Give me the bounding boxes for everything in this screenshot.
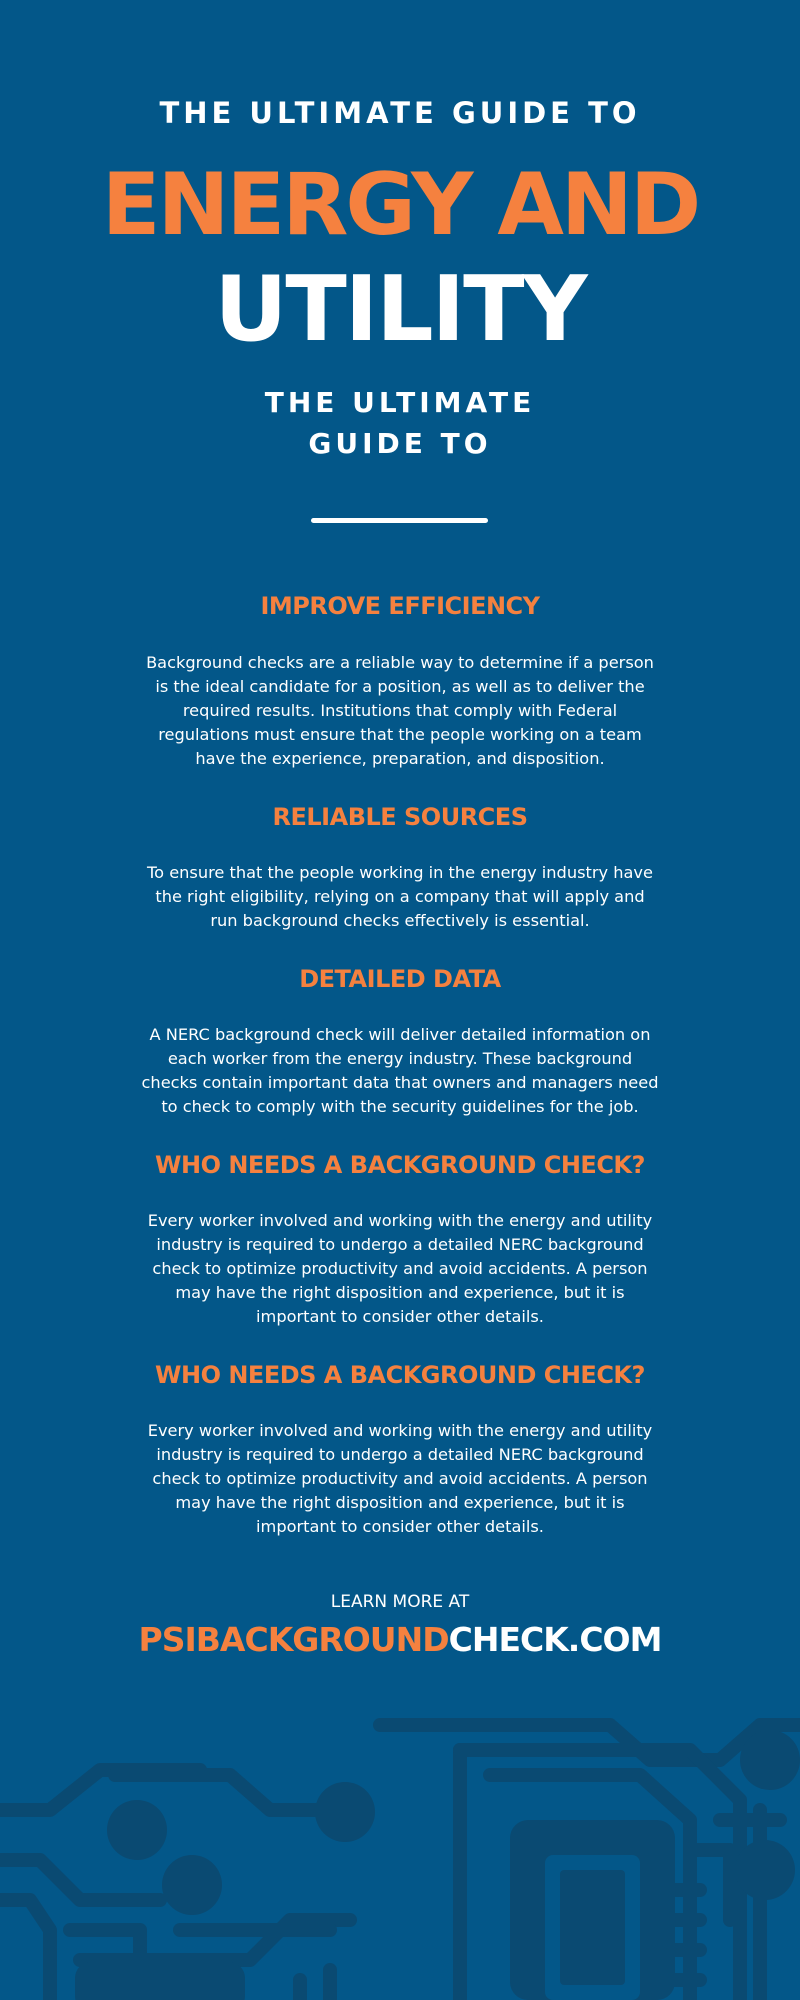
header-kicker: THE ULTIMATE GUIDE TO bbox=[159, 96, 641, 130]
section-heading-who-needs-check-2: WHO NEEDS A BACKGROUND CHECK? bbox=[155, 1361, 645, 1389]
learn-more-label: LEARN MORE AT bbox=[330, 1592, 470, 1612]
header-divider bbox=[311, 518, 488, 523]
domain-part-orange: PSIBACKGROUND bbox=[138, 1620, 449, 1659]
subtitle-line-1: THE ULTIMATE bbox=[264, 386, 536, 419]
section-heading-detailed-data: DETAILED DATA bbox=[299, 965, 501, 993]
section-heading-who-needs-check-1: WHO NEEDS A BACKGROUND CHECK? bbox=[155, 1151, 645, 1179]
subtitle bbox=[0, 382, 800, 464]
subtitle-line-2: GUIDE TO bbox=[308, 427, 492, 460]
section-body-reliable-sources: To ensure that the people working in the energy industry have the right eligibility, relying on a company that will apply and run background checks effectively is essential. bbox=[147, 863, 653, 930]
section-body-improve-efficiency: Background checks are a reliable way to determine if a person is the ideal candidate for a position, as well as to deliver the required results. Institutions that comply with Federal regulations must ensure that the people working on a team have the experience, preparation, and disposition. bbox=[146, 653, 654, 768]
circuit-board-illustration bbox=[0, 1700, 800, 2000]
domain-part-white: CHECK.COM bbox=[448, 1620, 662, 1659]
section-body-detailed-data: A NERC background check will deliver detailed information on each worker from the energy industry. These background checks contain important data that owners and managers need to check to comply with the security guidelines for the job. bbox=[141, 1025, 659, 1116]
section-body-who-needs-check-1: Every worker involved and working with the energy and utility industry is required to undergo a detailed NERC background check to optimize productivity and avoid accidents. A person may have the right disposition and experience, but it is important to consider other details. bbox=[147, 1211, 653, 1326]
section-heading-reliable-sources: RELIABLE SOURCES bbox=[272, 803, 528, 831]
title-line-white: UTILITY bbox=[214, 257, 586, 362]
section-body-who-needs-check-2: Every worker involved and working with the energy and utility industry is required to undergo a detailed NERC background check to optimize productivity and avoid accidents. A person may have the right disposition and experience, but it is important to consider other details. bbox=[147, 1421, 653, 1536]
title-line-orange: ENERGY AND bbox=[101, 155, 699, 255]
website-domain[interactable] bbox=[0, 1620, 800, 1659]
section-heading-improve-efficiency: IMPROVE EFFICIENCY bbox=[260, 592, 540, 620]
